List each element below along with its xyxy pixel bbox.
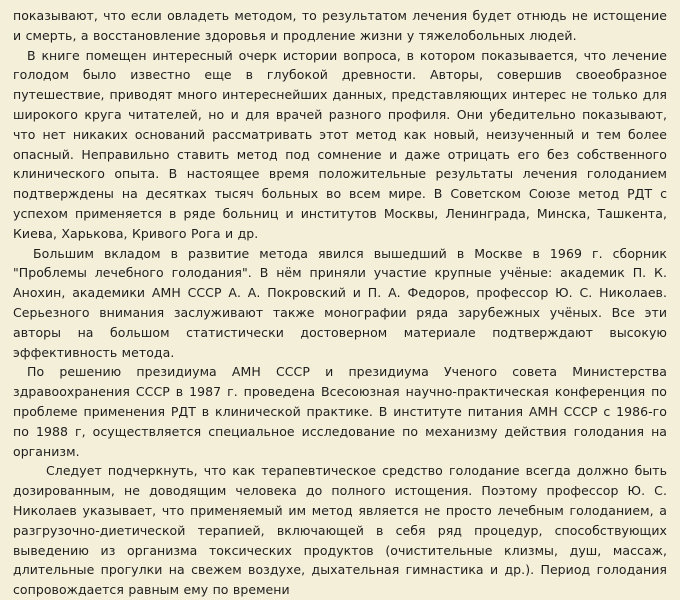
paragraph-5: Следует подчеркнуть, что как терапевтическое средство голодание всегда должно быть дозированным, не доводящим человека до полного истощения. Поэтому профессор Ю. С. Николаев указывает, что применяемый им метод является не просто лечебным голоданием, а разгрузочно-диетической терапией, включающей в себя ряд процедур, способствующих выведению из организма токсических продуктов (очистительные клизмы, душ, массаж, длительные прогулки на свежем воздухе, дыхательная гимнастика и др.). Период голодания сопровождается равным ему по времени bbox=[13, 463, 667, 598]
paragraph-4: По решению президиума АМН СССР и президиума Ученого совета Министерства здравоохранения СССР в 1987 г. проведена Всесоюзная научно-практическая конференция по проблеме применения РДТ в клинической практике. В институте питания АМН СССР с 1986-го по 1988 г, осуществляется специальное исследование по механизму действия голодания на организм. bbox=[13, 364, 667, 459]
paragraph-1: показывают, что если овладеть методом, то результатом лечения будет отнюдь не истощение и смерть, а восстановление здоровья и продление жизни у тяжелобольных людей. bbox=[13, 8, 667, 43]
paragraph-3: Большим вкладом в развитие метода явился вышедший в Москве в 1969 г. сборник "Проблемы лечебного голодания". В нём приняли участие крупные учёные: академик П. К. Анохин, академики АМН СССР А. А. Покровский и П. А. Федоров, профессор Ю. С. Николаев. Серьезного внимания заслуживают также монографии ряда зарубежных учёных. Все эти авторы на большом статистически достоверном материале подтверждают высокую эффективность метода. bbox=[13, 245, 667, 360]
paragraph-2: В книге помещен интересный очерк истории вопроса, в котором показывается, что лечение голодом было известно еще в глубокой древности. Авторы, совершив своеобразное путешествие, приводят много интереснейших данных, представляющих интерес не только для широкого круга читателей, но и для врачей разного профиля. Они убедительно показывают, что нет никаких оснований рассматривать этот метод как новый, неизученный и тем более опасный. Неправильно ставить метод под сомнение и даже отрицать его без собственного клинического опыта. В настоящее время положительные результаты лечения голоданием подтверждены на десятках тысяч больных во всем мире. В Советском Союзе метод РДТ с успехом применяется в ряде больниц и институтов Москвы, Ленинграда, Минска, Ташкента, Киева, Харькова, Кривого Рога и др. bbox=[13, 47, 667, 241]
